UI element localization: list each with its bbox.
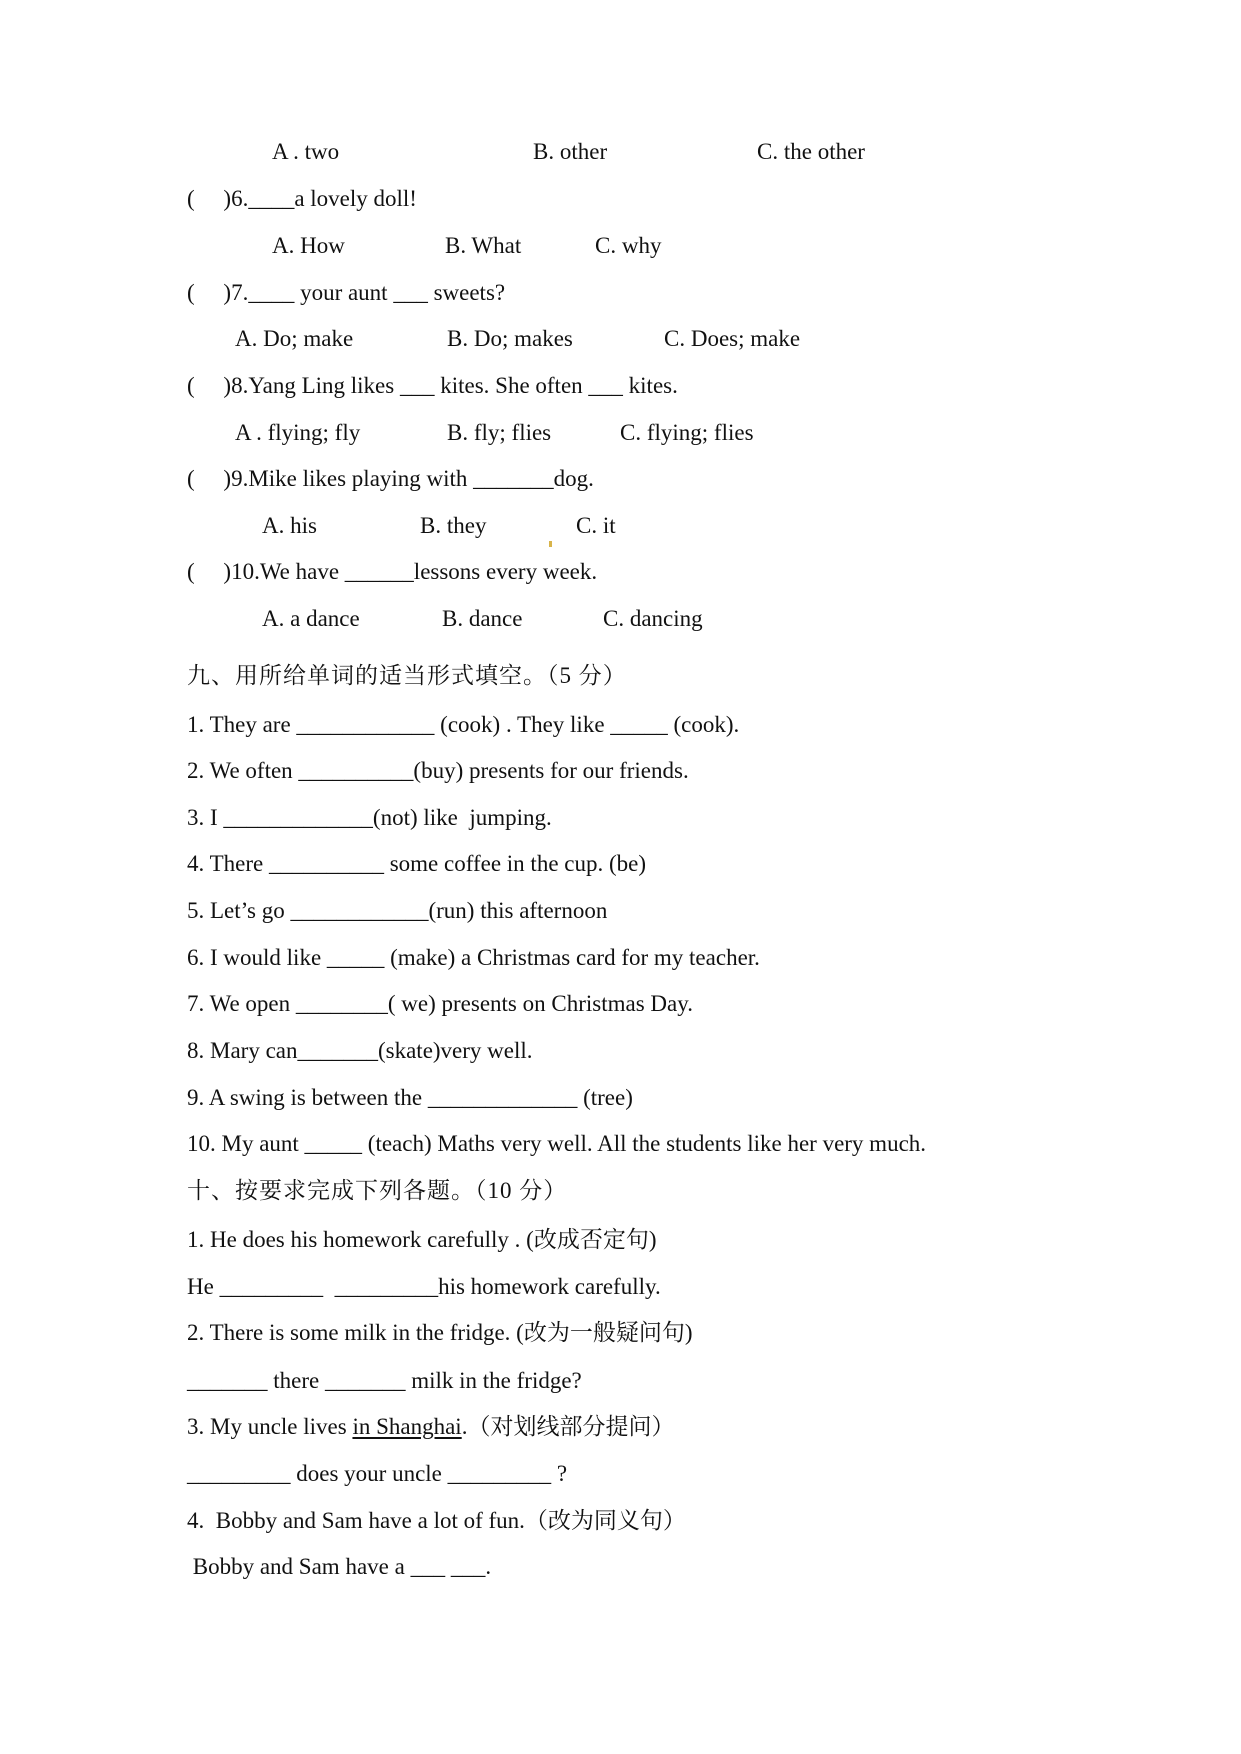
q7-option-c: C. Does; make (664, 326, 801, 351)
q7-option-b: B. Do; makes (447, 326, 573, 351)
section-10-question-2: 2. There is some milk in the fridge. (改为一般疑问句) (187, 1320, 693, 1345)
q8-option-b: B. fly; flies (447, 420, 552, 445)
q3-text-after: .（对划线部分提问） (461, 1414, 675, 1439)
section-10-question-1: 1. He does his homework carefully . (改成否定句) (187, 1227, 657, 1252)
q3-underlined-phrase: in Shanghai (352, 1414, 462, 1439)
section-9-item: 3. I _____________(not) like jumping. (187, 805, 552, 830)
section-9-item: 6. I would like _____ (make) a Christmas card for my teacher. (187, 945, 760, 970)
q10-option-c: C. dancing (603, 606, 703, 631)
section-9-item: 2. We often __________(buy) presents for our friends. (187, 758, 689, 783)
q9-option-a: A. his (262, 513, 317, 538)
q5-option-b: B. other (533, 139, 608, 164)
section-9-item: 10. My aunt _____ (teach) Maths very well. All the students like her very much. (187, 1131, 927, 1156)
q6-option-a: A. How (272, 233, 345, 258)
section-10-answer-1: He _________ _________his homework carefully. (187, 1274, 661, 1299)
section-10-answer-4: Bobby and Sam have a ___ ___. (187, 1554, 492, 1579)
section-9-item: 8. Mary can_______(skate)very well. (187, 1038, 533, 1063)
q6-option-b: B. What (445, 233, 522, 258)
q8-option-c: C. flying; flies (620, 420, 754, 445)
stray-mark (549, 541, 552, 547)
question-8: ( )8.Yang Ling likes ___ kites. She often ___ kites. (187, 373, 678, 398)
q8-option-a: A . flying; fly (235, 420, 361, 445)
section-10-answer-3: _________ does your uncle _________ ? (187, 1461, 568, 1486)
section-10-heading: 十、按要求完成下列各题。（10 分） (187, 1178, 568, 1203)
q9-option-b: B. they (420, 513, 487, 538)
question-10: ( )10.We have ______lessons every week. (187, 559, 598, 584)
q5-option-a: A . two (272, 139, 340, 164)
q10-option-a: A. a dance (262, 606, 360, 631)
section-9-item: 5. Let’s go ____________(run) this afternoon (187, 898, 608, 923)
section-9-item: 4. There __________ some coffee in the cup. (be) (187, 851, 647, 876)
q7-option-a: A. Do; make (235, 326, 354, 351)
question-9: ( )9.Mike likes playing with _______dog. (187, 466, 594, 491)
section-10-question-4: 4. Bobby and Sam have a lot of fun.（改为同义句） (187, 1508, 686, 1533)
question-7: ( )7.____ your aunt ___ sweets? (187, 280, 506, 305)
question-6: ( )6.____a lovely doll! (187, 186, 417, 211)
q6-option-c: C. why (595, 233, 662, 258)
q10-option-b: B. dance (442, 606, 523, 631)
section-9-heading: 九、用所给单词的适当形式填空。（5 分） (187, 663, 627, 688)
section-9-item: 7. We open ________( we) presents on Christmas Day. (187, 991, 693, 1016)
q5-option-c: C. the other (757, 139, 865, 164)
section-10-question-3 (187, 1412, 674, 1442)
q9-option-c: C. it (576, 513, 616, 538)
section-9-item: 9. A swing is between the _____________ (tree) (187, 1085, 633, 1110)
q3-text-before: 3. My uncle lives (187, 1414, 353, 1439)
section-9-item: 1. They are ____________ (cook) . They like _____ (cook). (187, 712, 740, 737)
section-10-answer-2: _______ there _______ milk in the fridge? (187, 1368, 582, 1393)
